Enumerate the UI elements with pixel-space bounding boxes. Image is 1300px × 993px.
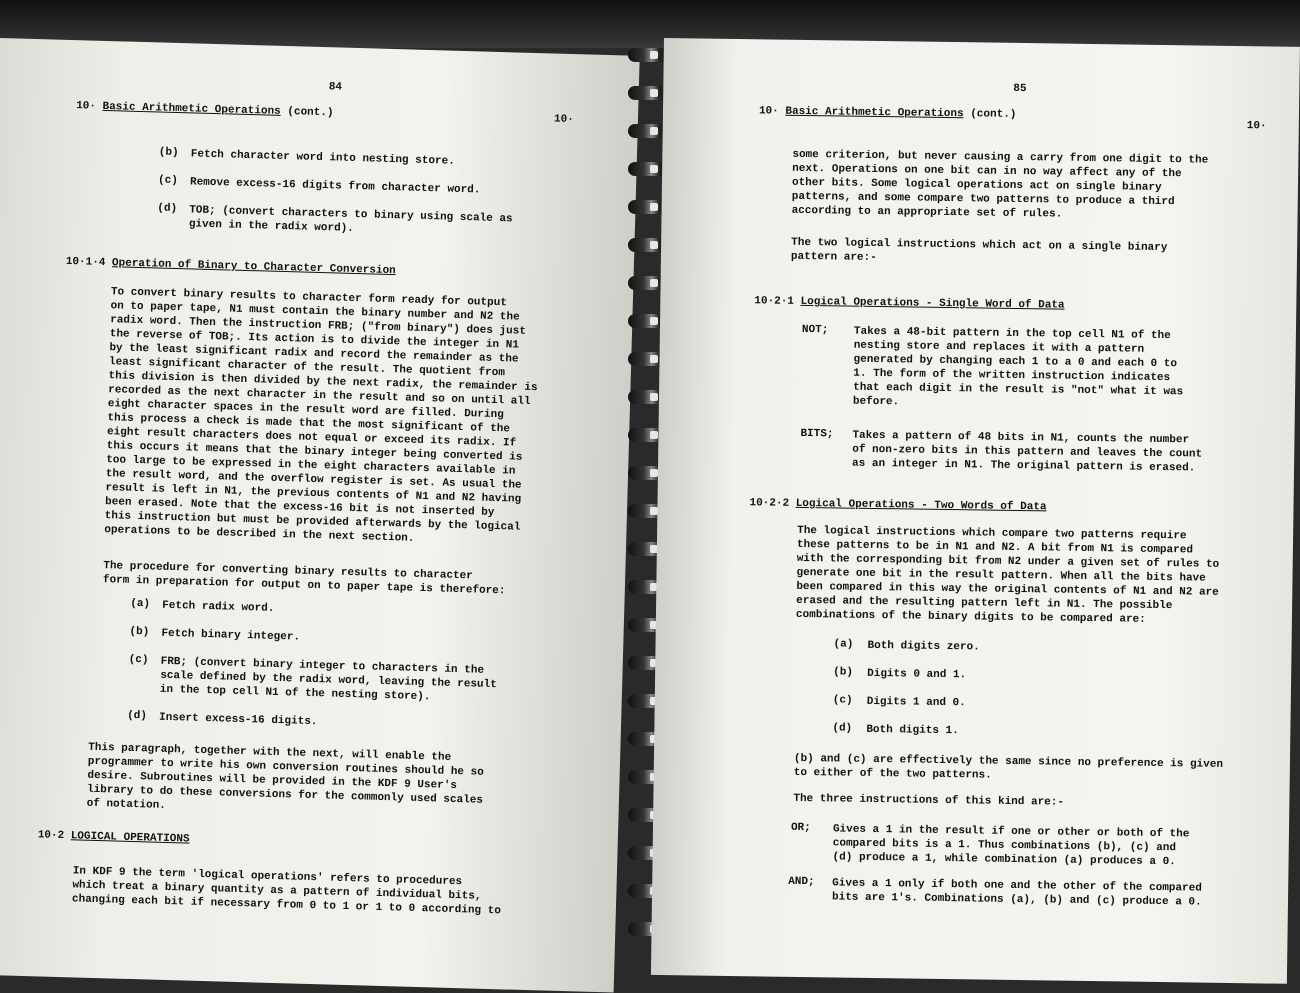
list-item-text: FRB; (convert binary integer to characters in the scale defined by the radix word, leaving the result in the top cell N1 of the nesting store). bbox=[159, 655, 497, 704]
definition-text: Takes a 48-bit pattern in the top cell N1 of the nesting store and replaces it with a pattern generated by changing each 1 to a 0 and each 0 to 1. The form of the written instruction indicates that each digit in the result is "not" what it was before. bbox=[852, 325, 1184, 409]
list-item-text: Both digits zero. bbox=[867, 639, 980, 654]
list-item-text: TOB; (convert characters to binary using scale as given in the radix word). bbox=[188, 204, 513, 235]
definition-label: OR; bbox=[790, 821, 811, 835]
list-item-label: (b) bbox=[833, 666, 854, 679]
header-right-tag: 10· bbox=[553, 113, 574, 127]
list-item-label: (a) bbox=[833, 638, 854, 651]
body-paragraph: The logical instructions which compare two patterns require these patterns to be in N1 and N2. A bit from N1 is compared with the corresponding bit from N2 under a given set of rules to generate one bit in the result pattern. When all the bits have been compared in this way the original contents of N1 and N2 are erased and the resulting pattern left in N1. The possible combinations of the binary digits to be compared are: bbox=[795, 524, 1220, 626]
header-title: Basic Arithmetic Operations bbox=[102, 100, 281, 118]
body-paragraph: The procedure for converting binary results to character form in preparation for output on to paper tape is therefore: bbox=[102, 560, 506, 598]
list-item-label: (d) bbox=[157, 202, 178, 216]
list-item-label: (c) bbox=[832, 694, 853, 707]
section-number: 10·2·2 bbox=[749, 497, 790, 510]
list-item-text: Insert excess-16 digits. bbox=[158, 711, 318, 729]
section-heading bbox=[66, 256, 396, 277]
list-item-label: (c) bbox=[128, 653, 149, 667]
body-paragraph: In KDF 9 the term 'logical operations' refers to procedures which treat a binary quantity as a pattern of individual bits, changing each bit if necessary from 0 to 1 or 1 to 0 according to bbox=[71, 865, 502, 918]
definition-text: Gives a 1 in the result if one or other or both of the compared bits is a 1. Thus combinations (b), (c) and (d) produce a 1, while combination (a) produces a 0. bbox=[832, 823, 1190, 869]
list-item-label: (d) bbox=[832, 722, 853, 735]
section-number: 10·2·1 bbox=[754, 295, 795, 308]
body-paragraph: The three instructions of this kind are:- bbox=[793, 792, 1065, 809]
body-paragraph: To convert binary results to character form ready for output on to paper tape, N1 must contain the binary number and N2 the radix word. Then the instruction FRB; ("from binary") does just the reverse of TOB;. Its action is to divide the integer in N1 by the least significant radix and record the remainder as the least significant character of the result. The quotient from this division is then divided by the next radix, the remainder is recorded as the next character in the result and so on until all eight character spaces in the result word are filled. During this process a check is made that the most significant of the eight result characters does not equal or exceed its radix. If this occurs it means that the binary integer being converted is too large to be expressed in the eight characters available in the result word, and the overflow register is set. As usual the result is left in N1, the previous contents of N1 and N2 having been erased. Note that the excess-16 bit is not inserted by this instruction but must be provided afterwards by the logical operations to be described in the next section. bbox=[104, 286, 538, 545]
header-number: 10· bbox=[758, 105, 779, 118]
definition-text: Gives a 1 only if both one and the other of the compared bits are 1's. Combinations (a), (b) and (c) produce a 0. bbox=[831, 877, 1202, 909]
section-title: Operation of Binary to Character Conversion bbox=[111, 257, 396, 278]
list-item-text: Digits 1 and 0. bbox=[866, 695, 966, 710]
header-title: Basic Arithmetic Operations bbox=[785, 105, 964, 121]
header-suffix: (cont.) bbox=[970, 108, 1017, 121]
body-paragraph: (b) and (c) are effectively the same since no preference is given to either of the two patterns. bbox=[793, 752, 1224, 782]
section-heading bbox=[38, 829, 190, 845]
definition-label: NOT; bbox=[801, 323, 829, 337]
left-page bbox=[0, 38, 640, 993]
section-number: 10·2 bbox=[37, 829, 65, 843]
header-right-tag: 10· bbox=[1246, 120, 1267, 133]
right-page bbox=[651, 38, 1300, 984]
list-item-label: (b) bbox=[129, 625, 150, 639]
section-title: LOGICAL OPERATIONS bbox=[70, 830, 190, 846]
section-title: Logical Operations - Two Words of Data bbox=[795, 497, 1047, 514]
body-paragraph: some criterion, but never causing a carry from one digit to the next. Operations on one bit can in no way affect any of the other bits. Some logical operations act on single binary patterns, and some compare two patterns to produce a third according to an appropriate set of rules. bbox=[791, 148, 1209, 221]
section-number: 10·1·4 bbox=[65, 255, 106, 270]
section-heading bbox=[749, 497, 1046, 513]
section-heading bbox=[754, 295, 1064, 311]
list-item-text: Fetch radix word. bbox=[162, 599, 275, 615]
list-item-label: (c) bbox=[157, 174, 179, 188]
definition-label: AND; bbox=[788, 875, 815, 889]
header-number: 10· bbox=[75, 100, 97, 113]
definition-label: BITS; bbox=[800, 427, 834, 441]
section-title: Logical Operations - Single Word of Data bbox=[800, 295, 1065, 312]
running-header bbox=[759, 105, 1017, 121]
header-suffix: (cont.) bbox=[287, 106, 334, 120]
list-item-text: Both digits 1. bbox=[866, 723, 959, 738]
list-item-label: (a) bbox=[130, 597, 151, 611]
body-paragraph: The two logical instructions which act on a single binary pattern are:- bbox=[790, 236, 1168, 264]
list-item-text: Fetch binary integer. bbox=[161, 627, 301, 644]
body-paragraph: This paragraph, together with the next, will enable the programmer to write his own conversion routines should he so desire. Subroutines will be provided in the KDF 9 User's library to do these conversions for the commonly used scales of notation. bbox=[86, 741, 484, 812]
list-item-text: Digits 0 and 1. bbox=[867, 667, 967, 682]
page-number: 85 bbox=[1013, 82, 1027, 96]
list-item-text: Remove excess-16 digits from character word. bbox=[189, 176, 481, 197]
list-item-label: (d) bbox=[126, 709, 148, 723]
page-number: 84 bbox=[328, 81, 343, 94]
list-item-label: (b) bbox=[158, 146, 179, 160]
list-item-text: Fetch character word into nesting store. bbox=[190, 148, 455, 168]
running-header bbox=[76, 100, 334, 119]
definition-text: Takes a pattern of 48 bits in N1, counts the number of non-zero bits in this pattern and leaves the count as an integer in N1. The original pattern is erased. bbox=[851, 429, 1203, 475]
